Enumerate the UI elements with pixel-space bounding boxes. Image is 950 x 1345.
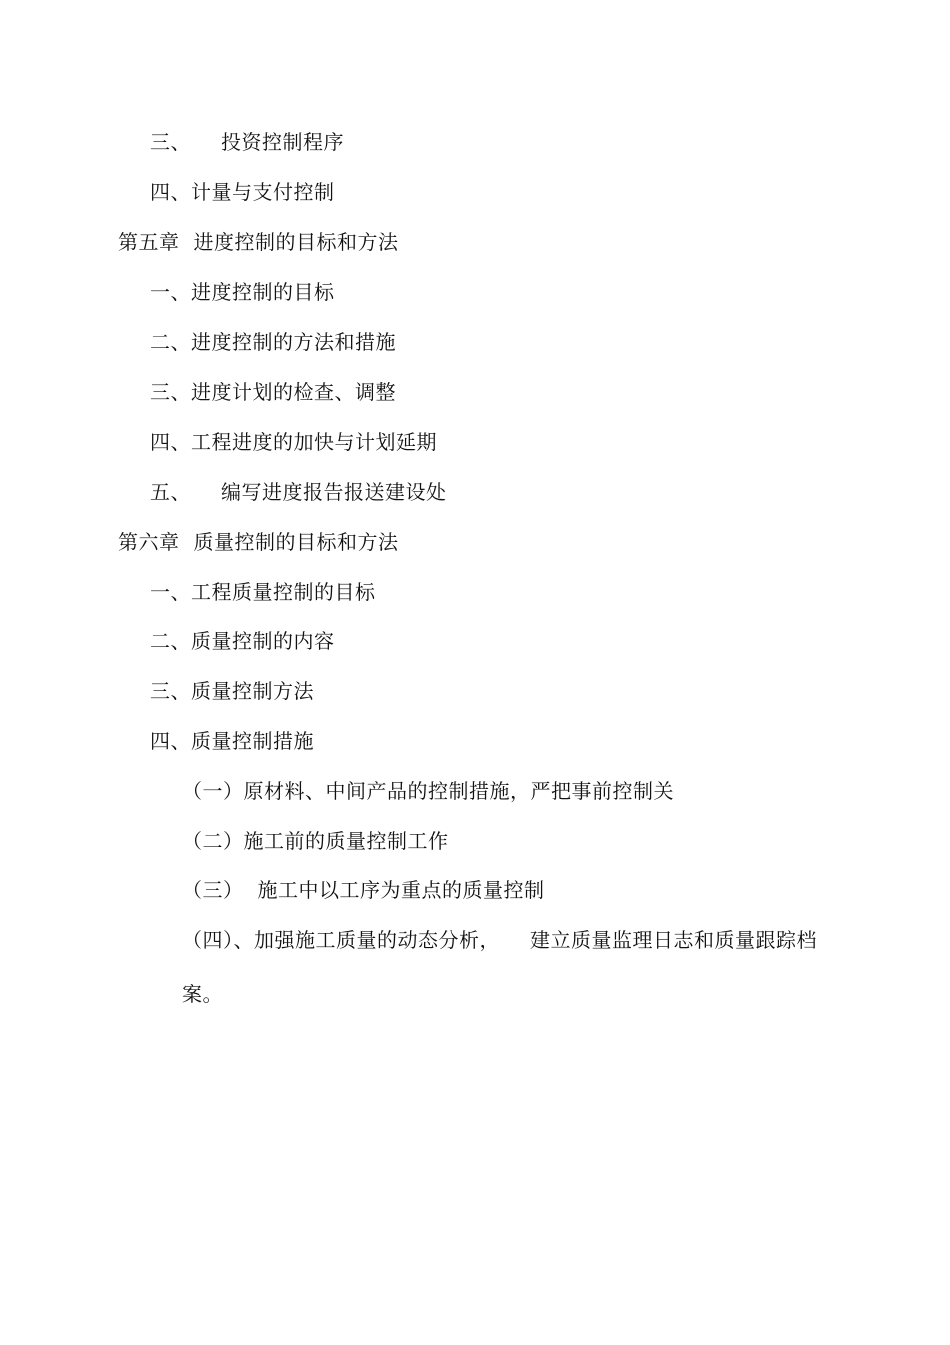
toc-item: 四、工程进度的加快与计划延期 xyxy=(150,430,437,454)
toc-chapter-5-heading xyxy=(118,228,399,256)
toc-subitem-dynamic-analysis xyxy=(182,926,817,954)
toc-item-text: 计量与支付控制 xyxy=(191,180,335,204)
toc-subitem-process-quality xyxy=(182,876,545,904)
chapter-number: 第六章 xyxy=(118,530,180,554)
toc-item-metering-payment xyxy=(150,178,335,206)
toc-subitem-text-part2: 建立质量监理日志和质量跟踪档 xyxy=(530,928,817,952)
toc-subitem-text: 施工中以工序为重点的质量控制 xyxy=(257,878,545,902)
toc-item: 四、质量控制措施 xyxy=(150,729,314,753)
toc-subitem-text-part1: （四）、加强施工质量的动态分析， xyxy=(182,928,500,952)
toc-chapter-6-heading xyxy=(118,528,399,556)
chapter-number: 第五章 xyxy=(118,230,180,254)
toc-item-progress-report xyxy=(150,478,447,506)
toc-item-text: 编写进度报告报送建设处 xyxy=(221,480,447,504)
toc-item: 三、进度计划的检查、调整 xyxy=(150,380,396,404)
toc-item: 二、质量控制的内容 xyxy=(150,629,335,653)
toc-item: 一、工程质量控制的目标 xyxy=(150,580,376,604)
toc-subitem-continuation: 案。 xyxy=(182,982,223,1006)
toc-subitem: （二）施工前的质量控制工作 xyxy=(182,829,449,853)
toc-item-number: 三、 xyxy=(150,130,191,154)
toc-subitem-number: （三） xyxy=(182,878,244,902)
toc-item: 一、进度控制的目标 xyxy=(150,280,335,304)
toc-subitem: （一）原材料、中间产品的控制措施，严把事前控制关 xyxy=(182,779,674,803)
chapter-title: 质量控制的目标和方法 xyxy=(193,530,399,554)
toc-item-number: 五、 xyxy=(150,480,191,504)
chapter-title: 进度控制的目标和方法 xyxy=(193,230,399,254)
toc-item-investment-procedure xyxy=(150,128,344,156)
toc-item: 二、进度控制的方法和措施 xyxy=(150,330,396,354)
toc-item: 三、质量控制方法 xyxy=(150,679,314,703)
toc-item-text: 投资控制程序 xyxy=(221,130,344,154)
toc-item-number: 四、 xyxy=(150,180,191,204)
